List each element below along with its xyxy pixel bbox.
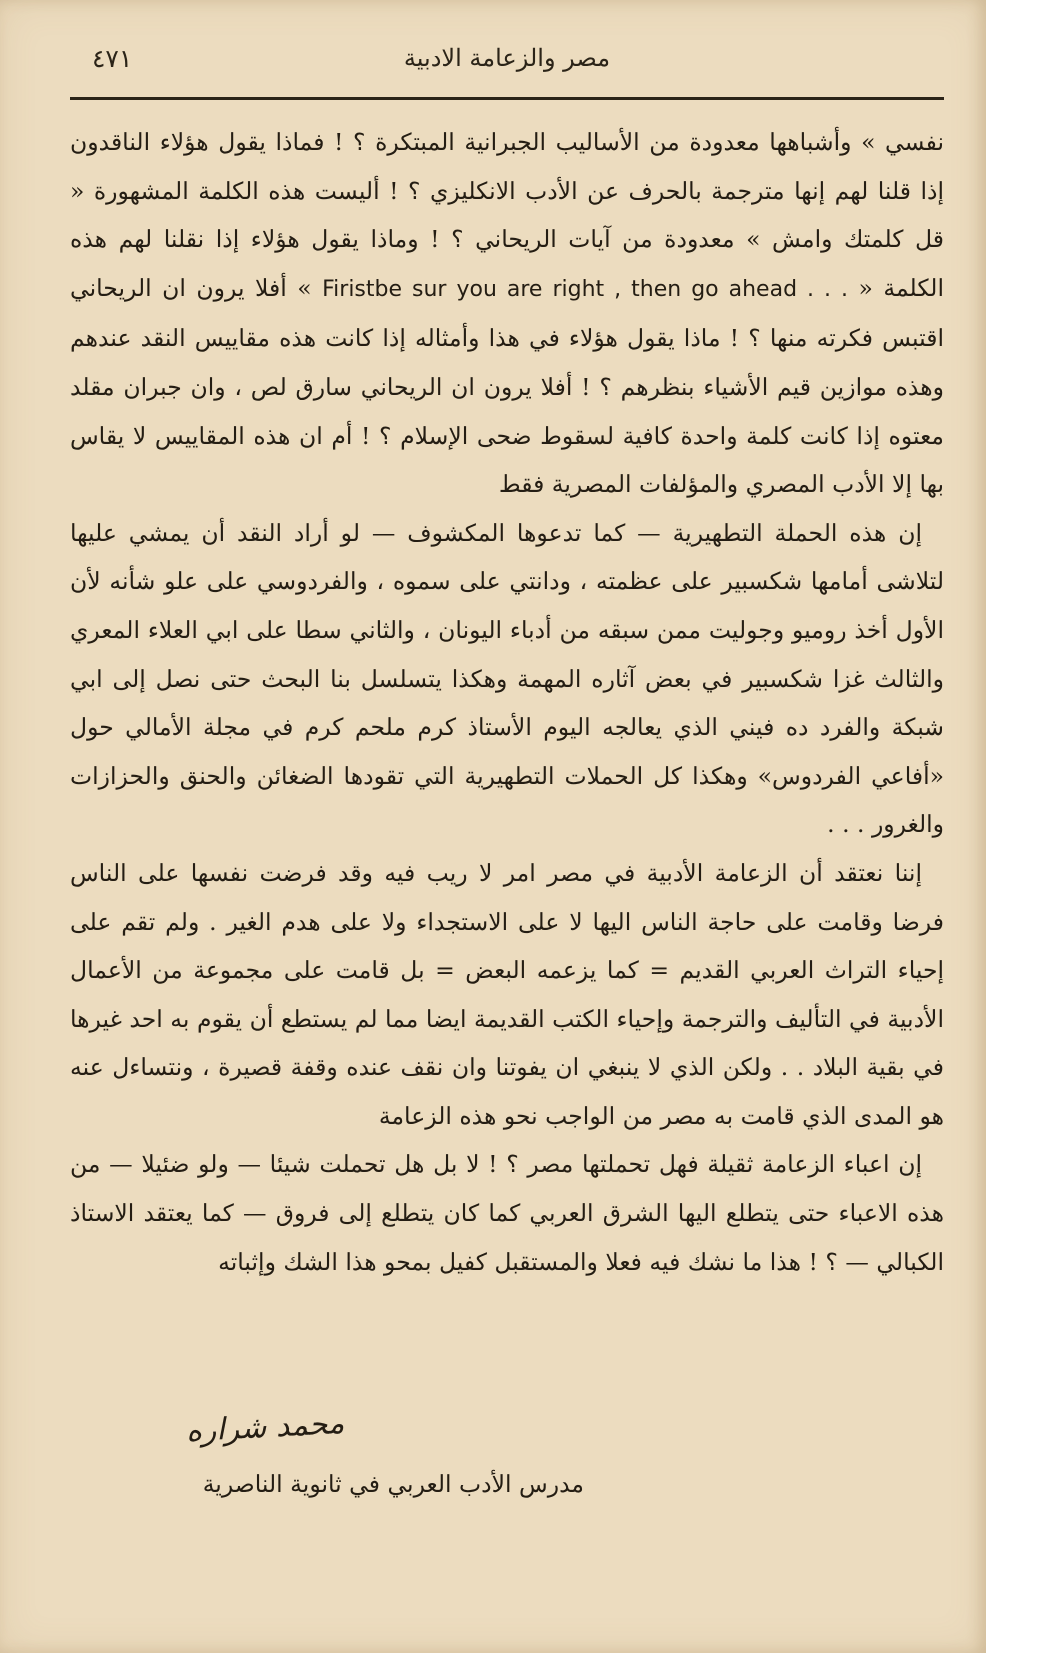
author-title: مدرس الأدب العربي في ثانوية الناصرية <box>202 1470 584 1498</box>
paragraph-3: إننا نعتقد أن الزعامة الأدبية في مصر امر لا ريب فيه وقد فرضت نفسها على الناس فرضا وقامت على حاجة الناس اليها لا على الاستجداء ولا على هدم الغير . ولم تقم على إحياء التراث العربي القديم = كما يزعمه البعض = بل قامت على مجموعة من الأعمال الأدبية في التأليف والترجمة وإحياء الكتب القديمة ايضا مما لم يستطع أن يقوم به احد غيرها في بقية البلاد . . ولكن الذي لا ينبغي ان يفوتنا وان نقف عنده وقفة قصيرة ، ونتساءل عنه هو المدى الذي قامت به مصر من الواجب نحو هذه الزعامة <box>70 858 944 1130</box>
header-rule <box>70 97 944 100</box>
running-title: مصر والزعامة الادبية <box>403 44 611 72</box>
paragraph-2: إن هذه الحملة التطهيرية — كما تدعوها المكشوف — لو أراد النقد أن يمشي عليها لتلاشى أمامها شكسبير على عظمته ، ودانتي على سموه ، والفردوسي على علو شأنه لأن الأول أخذ روميو وجوليت ممن سبقه من أدباء اليونان ، والثاني سطا على ابي العلاء المعري والثالث غزا شكسبير في بعض آثاره المهمة وهكذا يتسلسل بنا البحث حتى نصل إلى ابي شبكة والفرد ده فيني الذي يعالجه اليوم الأستاذ كرم ملحم كرم في مجلة الأمالي حول «أفاعي الفردوس» وهكذا كل الحملات التطهيرية التي تقودها الضغائن والحنق والحزازات والغرور . . . <box>70 518 944 839</box>
signature-block <box>70 1405 944 1560</box>
author-signature: محمد شراره <box>184 1405 345 1450</box>
paragraph-4: إن اعباء الزعامة ثقيلة فهل تحملتها مصر ؟ ! لا بل هل تحملت شيئا — ولو ضئيلا — من هذه الاعباء حتى يتطلع اليها الشرق العربي كما كان يتطلع إلى فروق — كما يعتقد الاستاذ الكبالي — ؟ ! هذا ما نشك فيه فعلا والمستقبل كفيل بمحو هذا الشك وإثباته <box>70 1150 944 1276</box>
paragraph-1 <box>70 118 944 509</box>
paragraph-1-text-a: نفسي » وأشباهها معدودة من الأساليب الجبرانية المبتكرة ؟ ! فماذا يقول هؤلاء الناقدون إذا قلنا لهم إنها مترجمة بالحرف عن الأدب الانكليزي ؟ ! أليست هذه الكلمة المشهورة « قل كلمتك وامش » معدودة من آيات الريحاني ؟ ! وماذا يقول هؤلاء إذا نقلنا لهم هذه الكلمة « <box>70 128 944 302</box>
paragraph-1-text-b: » أفلا يرون ان الريحاني اقتبس فكرته منها ؟ ! ماذا يقول هؤلاء في هذا وأمثاله إذا كانت هذه مقاييس النقد عندهم وهذه موازين قيم الأشياء بنظرهم ؟ ! أفلا يرون ان الريحاني سارق لص ، وان جبران مقلد معتوه إذا كانت كلمة واحدة كافية لسقوط ضحى الإسلام ؟ ! أم ان هذه المقاييس لا يقاس بها إلا الأدب المصري والمؤلفات المصرية فقط <box>70 273 944 499</box>
page-header <box>70 38 944 88</box>
article-body <box>70 118 944 1286</box>
page-number: ٤٧١ <box>92 44 133 73</box>
english-quote: Firistbe sur you are right , then go ahead . . . <box>322 276 849 302</box>
